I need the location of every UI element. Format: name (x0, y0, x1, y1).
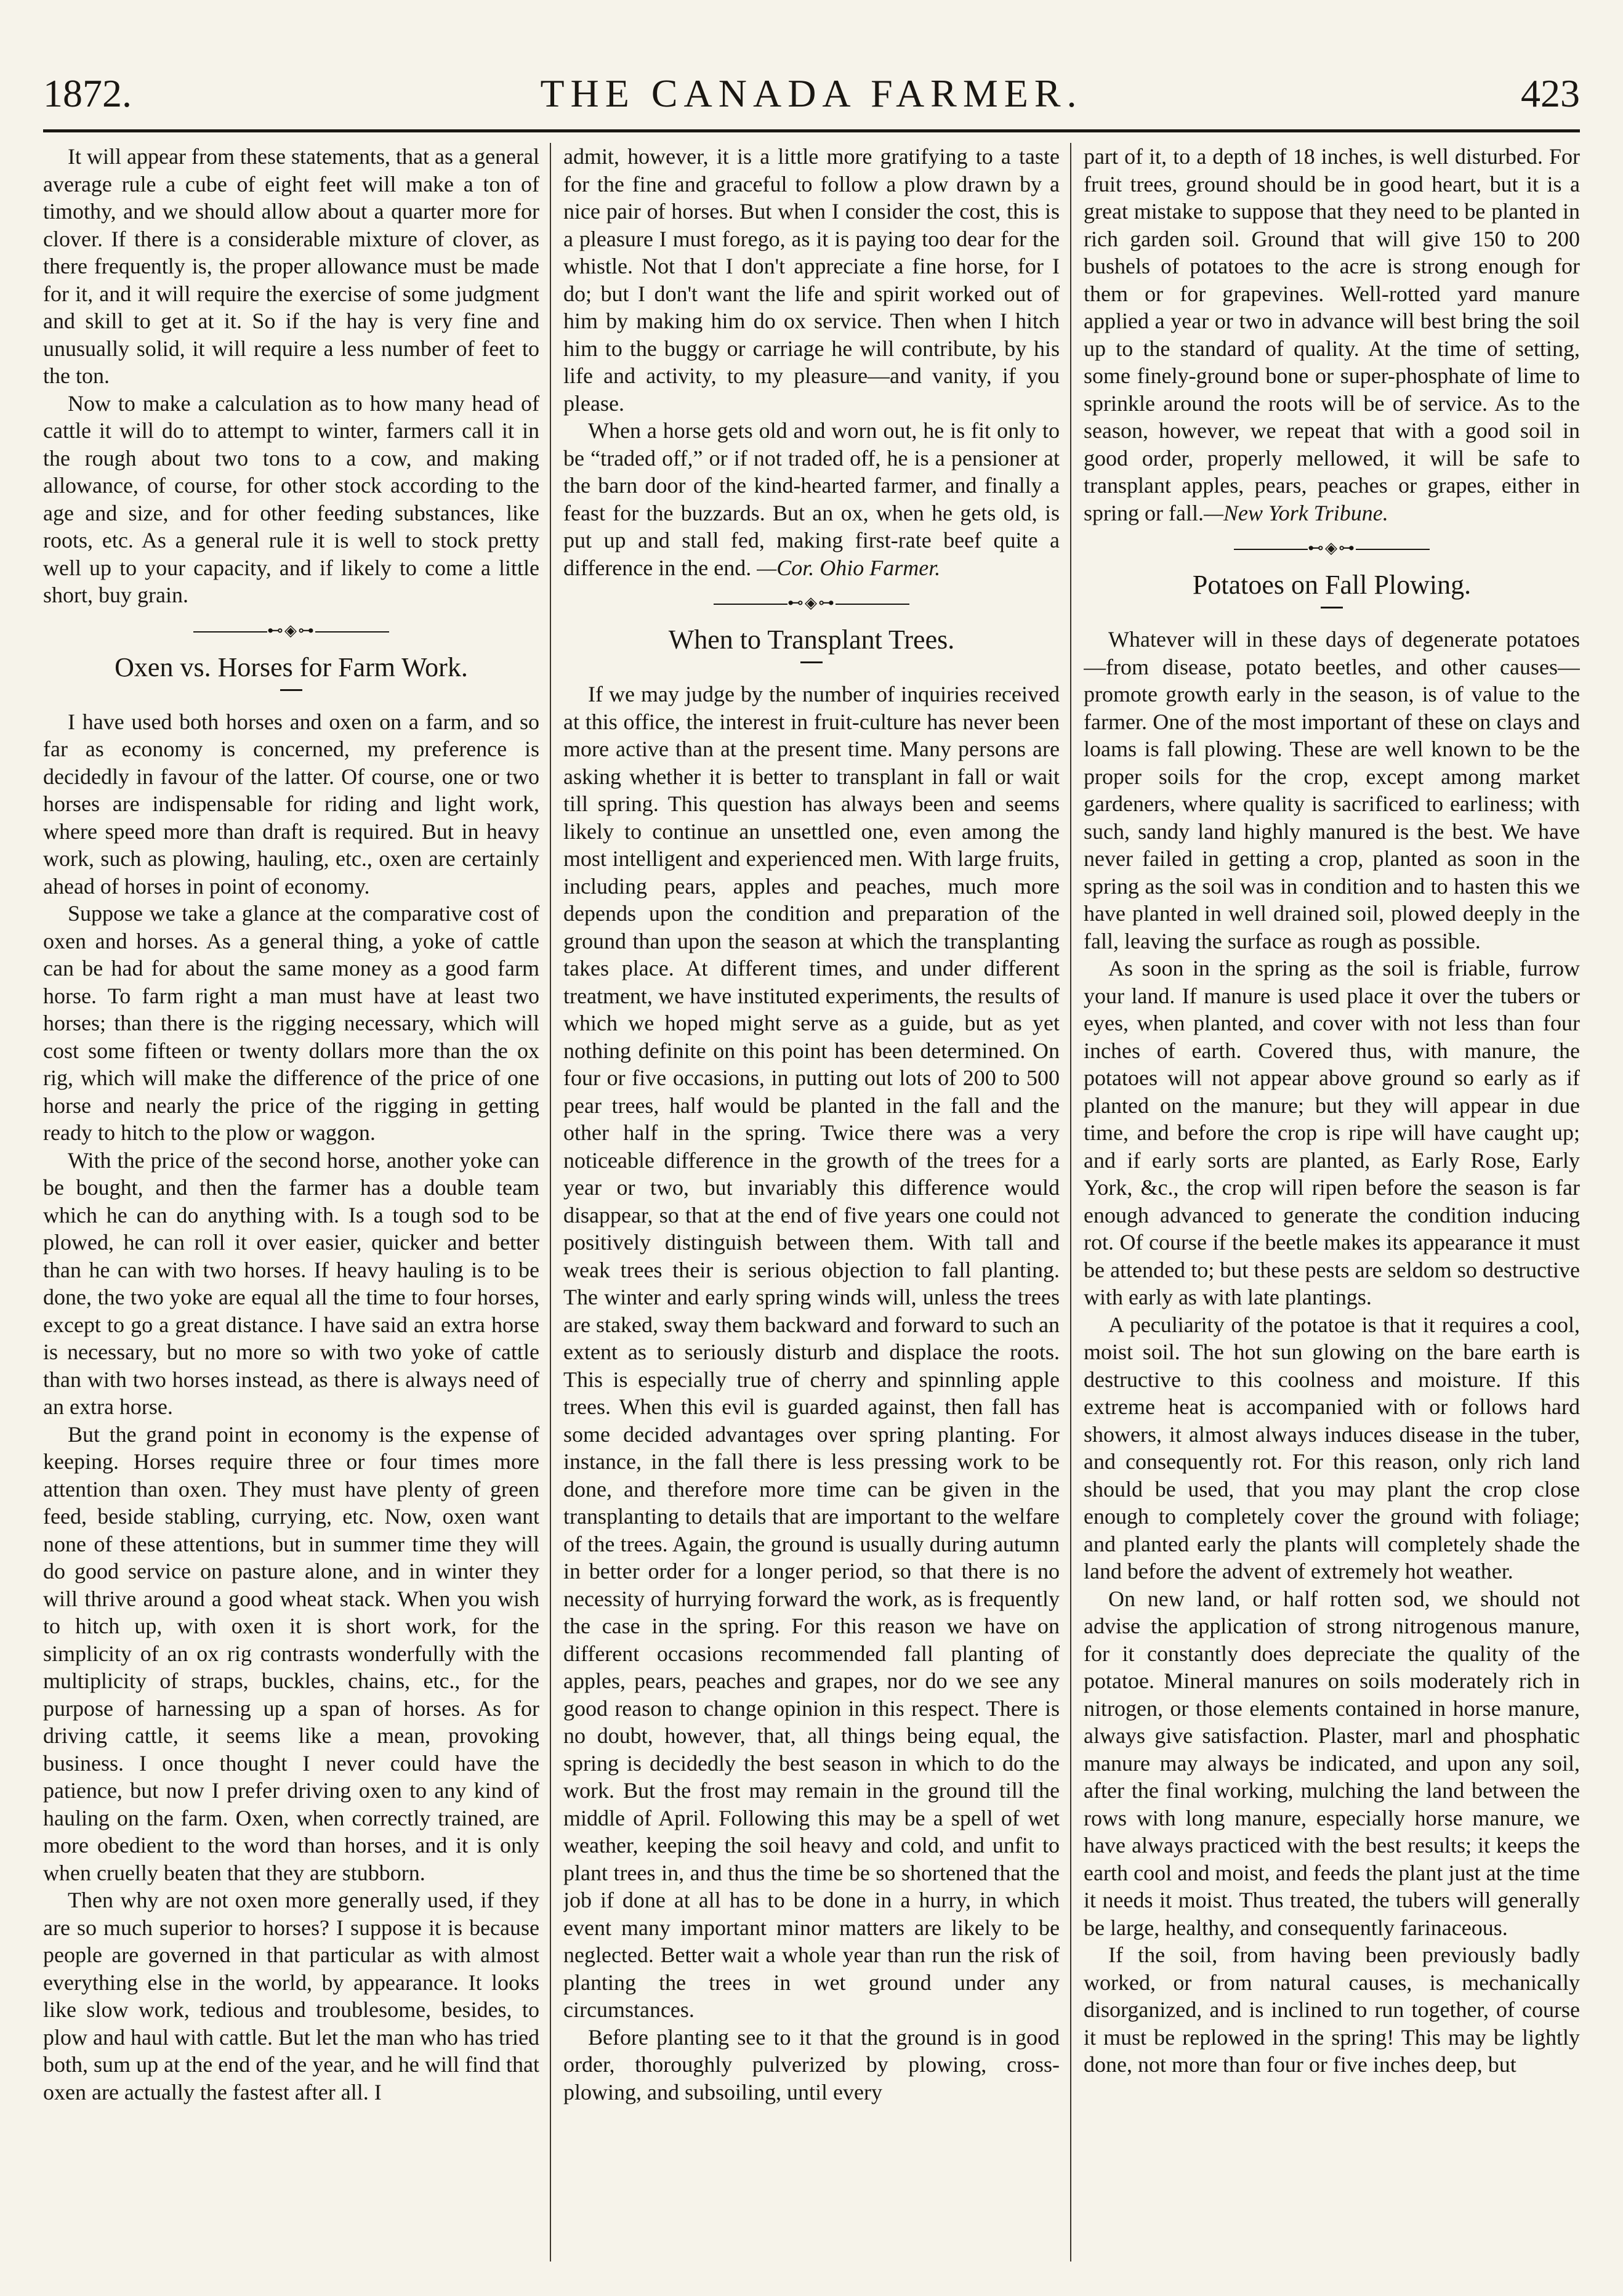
article-heading: Potatoes on Fall Plowing. (1192, 570, 1472, 600)
heading-dash (280, 689, 302, 691)
section-ornament: ⊷◈⊶ (43, 609, 539, 652)
article-paragraph: Suppose we take a glance at the comparative cost of oxen and horses. As a general thing, a yoke of cattle can be had for about the same money as a good farm horse. To farm right a man must have at least two horses; than there is the rigging necessary, which will cost some fifteen or twenty dollars more than the ox rig, which will make the difference of the price of one horse and nearly the price of the rigging in getting ready to hitch to the plow or waggon. (43, 901, 539, 1145)
section-ornament: ⊷◈⊶ (1084, 527, 1580, 570)
article-paragraph: A peculiarity of the potatoe is that it requires a cool, moist soil. The hot sun glowing on the bare earth is destructive to this coolness and moisture. If this extreme heat is accompanied with or follows hard showers, it almost always induces disease in the tuber, and consequently rot. For this reason, only rich land should be used, that you may plant the crop close enough to completely cover the ground with foliage; and planted early the plants will completely shade the land before the advent of extremely hot weather. (1084, 1312, 1580, 1583)
article-credit: —Cor. Ohio Farmer. (757, 555, 941, 580)
article-paragraph: Before planting see to it that the ground is in good order, thoroughly pulverized by plowing, cross-plowing, and subsoiling, until every (563, 2024, 1060, 2104)
section-ornament: ⊷◈⊶ (563, 581, 1060, 625)
article-paragraph: part of it, to a depth of 18 inches, is well disturbed. For fruit trees, ground should be in good heart, but it is a great mistake to suppose that they need to be planted in rich garden soil. Ground that will give 150 to 200 bushels of potatoes to the acre is strong enough for them or for grapevines. Well-rotted yard manure applied a year or two in advance will best bring the soil up to the standard of quality. At the time of setting, some finely-ground bone or super-phosphate of lime to sprinkle around the roots will be of service. As to the season, however, we repeat that with a good soil in good order, properly mellowed, it will be safe to transplant apples, pears, peaches or grapes, either in spring or fall.—New York Tribune. (1084, 144, 1580, 525)
article-paragraph: If the soil, from having been previously badly worked, or from natural causes, is mechanically disorganized, and is inclined to run together, of course it must be replowed in the spring! This may be lightly done, not more than four or five inches deep, but (1084, 1942, 1580, 2077)
article-paragraph: When a horse gets old and worn out, he is fit only to be “traded off,” or if not traded off, he is a pensioner at the barn door of the kind-hearted farmer, and finally a feast for the buzzards. But an ox, when he gets old, is put up and stall fed, making first-rate beef quite a difference in the end. —Cor. Ohio Farmer. (563, 418, 1060, 580)
article-paragraph: Now to make a calculation as to how many head of cattle it will do to attempt to winter, farmers call it in the rough about two tons to a cow, and making allowance, of course, for other stock according to the age and size, and for other feeding substances, like roots, etc. As a general rule it is well to stock pretty well up to your capacity, and if likely to come a little short, buy grain. (43, 390, 539, 607)
article-paragraph: On new land, or half rotten sod, we should not advise the application of strong nitrogenous manure, for it constantly does depreciate the quality of the potatoe. Mineral manures on soils moderately rich in nitrogen, or those elements contained in horse manure, always give satisfaction. Plaster, marl and phosphatic manure may always be indicated, and upon any soil, after the final working, mulching the land between the rows with long manure, especially horse manure, we have always practiced with the best results; it keeps the earth cool and moist, and feeds the plant just at the time it needs it moist. Thus treated, the tubers will generally be large, healthy, and consequently farinaceous. (1084, 1586, 1580, 1940)
article-paragraph: Whatever will in these days of degenerate potatoes—from disease, potato beetles, and other causes—promote growth early in the season, is of value to the farmer. One of the most important of these on clays and loams is fall plowing. These are well known to be the proper soils for the crop, except among market gardeners, where quality is sacrificed to earliness; with such, sandy land highly manured is the best. We have never failed in getting a crop, planted as soon in the spring as the soil was in condition and to hasten this we have planted in well drained soil, plowed deeply in the fall, leaving the surface as rough as possible. (1084, 627, 1580, 953)
column-1 (43, 143, 539, 2262)
article-paragraph: But the grand point in economy is the expense of keeping. Horses require three or four times more attention than oxen. They must have plenty of green feed, beside stabling, currying, etc. Now, oxen want none of these attentions, but in summer time they will do good service on pasture alone, and in winter they will thrive around a good wheat stack. When you wish to hitch up, with oxen it is short work, for the simplicity of an ox rig contrasts wonderfully with the multiplicity of straps, buckles, chains, etc., for the purpose of harnessing up a span of horses. As for driving cattle, it seems like a mean, provoking business. I once thought I never could have the patience, but now I prefer driving oxen to any kind of hauling on the farm. Oxen, when correctly trained, are more obedient to the word than horses, and it is only when cruelly beaten that they are stubborn. (43, 1421, 539, 1885)
article-heading: When to Transplant Trees. (668, 625, 955, 655)
article-heading: Oxen vs. Horses for Farm Work. (115, 652, 468, 682)
heading-dash (1321, 607, 1343, 608)
article-paragraph: As soon in the spring as the soil is friable, furrow your land. If manure is used place it over the tubers or eyes, when planted, and cover with not less than four inches of earth. Covered thus, with manure, the potatoes will not appear above ground so early as if planted on the manure; but they will appear in due time, and before the crop is ripe will have caught up; and if early sorts are planted, as Early Rose, Early York, &c., the crop will ripen before the season is far enough advanced to generate the condition inducing rot. Of course if the beetle makes its appearance it must be attended to; but these pests are seldom so destructive with early as with late plantings. (1084, 956, 1580, 1309)
page-header (43, 71, 1580, 135)
article-paragraph: It will appear from these statements, that as a general average rule a cube of eight feet will make a ton of timothy, and we should allow about a quarter more for clover. If there is a considerable mixture of clover, as there frequently is, the proper allowance must be made for it, and it will require the exercise of some judgment and skill to get at it. So if the hay is very fine and unusually solid, it will require a less number of feet to the ton. (43, 144, 539, 388)
header-year: 1872. (43, 71, 132, 115)
article-credit: —New York Tribune. (1203, 500, 1388, 525)
column-3 (1084, 143, 1580, 2262)
header-page-number: 423 (1521, 71, 1580, 115)
header-title: THE CANADA FARMER. (540, 71, 1083, 115)
heading-dash (800, 661, 823, 663)
article-paragraph: I have used both horses and oxen on a farm, and so far as economy is concerned, my preference is decidedly in favour of the latter. Of course, one or two horses are indispensable for riding and light work, where speed more than draft is required. But in heavy work, such as plowing, hauling, etc., oxen are certainly ahead of horses in point of economy. (43, 709, 539, 899)
header-rule (43, 129, 1580, 132)
article-paragraph: Then why are not oxen more generally used, if they are so much superior to horses? I suppose it is because people are governed in that particular as with almost everything else in the world, by appearance. It looks like slow work, tedious and troublesome, besides, to plow and haul with cattle. But let the man who has tried both, sum up at the end of the year, and he will find that oxen are actually the fastest after all. I (43, 1888, 539, 2104)
column-divider (1070, 143, 1071, 2262)
article-paragraph: If we may judge by the number of inquiries received at this office, the interest in fruit-culture has never been more active than at the present time. Many persons are asking whether it is better to transplant in fall or wait till spring. This question has always been and seems likely to continue an unsettled one, even among the most intelligent and experienced men. With large fruits, including pears, apples and peaches, much more depends upon the condition and preparation of the ground than upon the season at which the transplanting takes place. At different times, and under different treatment, we have instituted experiments, the results of which we hoped might serve as a guide, but as yet nothing definite on this point has been determined. On four or five occasions, in putting out lots of 200 to 500 pear trees, half would be planted in the fall and the other half in the spring. Twice there was a very noticeable difference in the growth of the trees for a year or two, but invariably this difference would disappear, so that at the end of five years one could not positively distinguish between them. With tall and weak trees their is serious objection to fall planting. The winter and early spring winds will, unless the trees are staked, sway them backward and forward to such an extent as to seriously disturb and displace the roots. This is especially true of cherry and spinnling apple trees. When this evil is guarded against, then fall has some decided advantages over spring planting. For instance, in the fall there is less pressing work to be done, and therefore more time can be given in the transplanting to details that are important to the welfare of the trees. Again, the ground is usually during autumn in better order for a longer period, so that there is no necessity of hurrying forward the work, as is frequently the case in the spring. For this reason we have on different occasions recommended fall planting of apples, pears, peaches and grapes, nor do we see any good reason to change opinion in this respect. There is no doubt, however, that, all things being equal, the spring is decidedly the best season in which to do the work. But the frost may remain in the ground till the middle of April. Following this may be a spell of wet weather, keeping the soil heavy and cold, and unfit to plant trees in, and thus the time be so shortened that the job if done at all has to be done in a hurry, in which event many important minor matters are likely to be neglected. Better wait a whole year than run the risk of planting the trees in wet ground under any circumstances. (563, 682, 1060, 2022)
column-2 (563, 143, 1060, 2262)
article-paragraph: With the price of the second horse, another yoke can be bought, and then the farmer has a double team which he can do anything with. Is a tough sod to be plowed, he can roll it over easier, quicker and better than he can with two horses. If heavy hauling is to be done, the two yoke are equal all the time to four horses, except to go a great distance. I have said an extra horse is necessary, but no more so with two yoke of cattle than with two horses instead, as there is always need of an extra horse. (43, 1147, 539, 1419)
column-divider (550, 143, 551, 2262)
article-paragraph: admit, however, it is a little more gratifying to a taste for the fine and graceful to follow a plow drawn by a nice pair of horses. But when I consider the cost, this is a pleasure I must forego, as it is paying too dear for the whistle. Not that I don't appreciate a fine horse, for I do; but I don't want the life and spirit worked out of him by making him do ox service. Then when I hitch him to the buggy or carriage he will contribute, by his life and activity, to my pleasure—and vanity, if you please. (563, 144, 1060, 416)
